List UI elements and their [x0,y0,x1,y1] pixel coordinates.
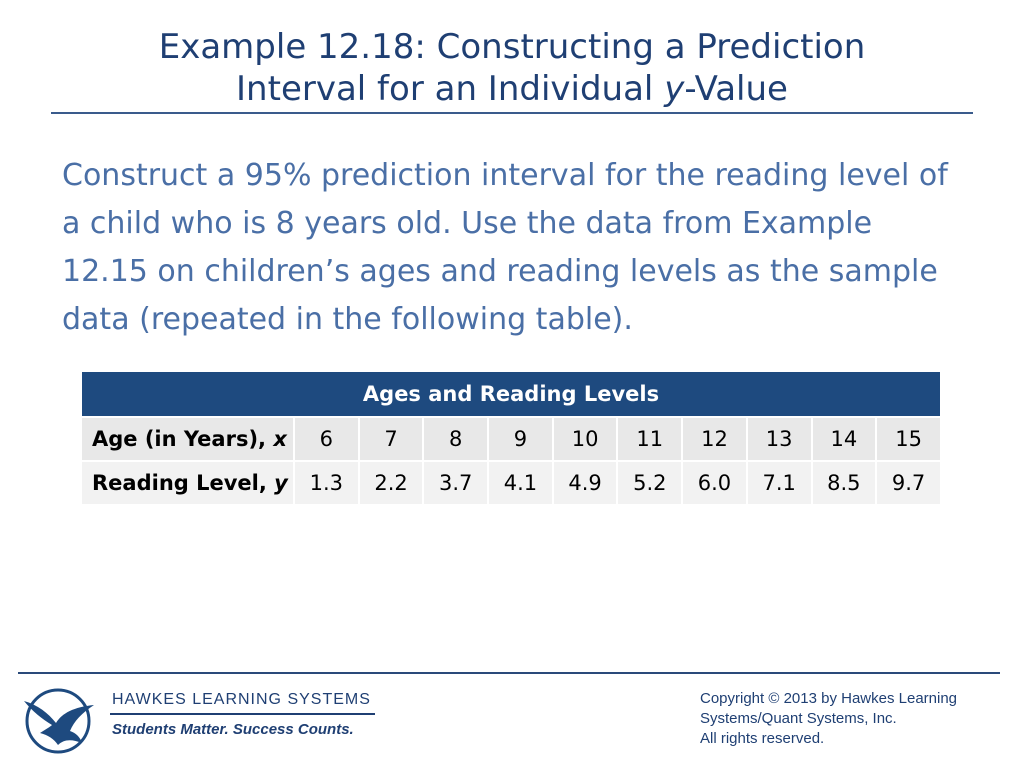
table-cell: 3.7 [423,461,488,505]
brand-tagline: Students Matter. Success Counts. [112,721,354,738]
row-label-text: Reading Level, [92,471,275,495]
table-cell: 11 [617,417,682,461]
title-divider [51,112,973,114]
title-line-2 [0,68,1024,110]
table-cell: 9 [488,417,553,461]
table-cell: 4.9 [553,461,618,505]
table-cell: 5.2 [617,461,682,505]
table-cell: 13 [747,417,812,461]
table-row [81,417,941,461]
table-row [81,461,941,505]
table-cell: 6 [294,417,359,461]
copyright-notice [700,689,1010,749]
slide-title [0,26,1024,110]
row-label-reading [81,461,294,505]
table-caption: Ages and Reading Levels [81,371,941,417]
row-label-text: Age (in Years), [92,427,274,451]
table-cell: 1.3 [294,461,359,505]
hawk-logo-icon [18,683,100,755]
table-cell: 6.0 [682,461,747,505]
brand-name: HAWKES LEARNING SYSTEMS [112,691,371,708]
table-caption-row [81,371,941,417]
title-line-1: Example 12.18: Constructing a Prediction [158,27,866,67]
title-line-2-suffix: -Value [684,69,788,109]
row-label-variable: x [273,427,287,451]
data-table [80,370,942,506]
title-line-2-prefix: Interval for an Individual [236,69,665,109]
table-cell: 4.1 [488,461,553,505]
table-cell: 10 [553,417,618,461]
table-cell: 9.7 [876,461,941,505]
row-label-age [81,417,294,461]
table-cell: 8 [423,417,488,461]
copyright-line-1: Copyright © 2013 by Hawkes Learning [700,690,958,707]
title-variable: y [664,69,685,109]
footer-divider [18,672,1000,674]
brand-underline [110,713,375,715]
table-cell: 8.5 [812,461,877,505]
table-cell: 12 [682,417,747,461]
problem-statement: Construct a 95% prediction interval for the reading level of a child who is 8 years old. Use the data from Example 12.15 on children’s ages and reading levels as the sample data (repeated in the following table). [62,158,948,337]
table-cell: 15 [876,417,941,461]
table-cell: 2.2 [359,461,424,505]
table-cell: 7.1 [747,461,812,505]
copyright-line-3: All rights reserved. [700,730,825,747]
table-cell: 14 [812,417,877,461]
row-label-variable: y [274,471,288,495]
copyright-line-2: Systems/Quant Systems, Inc. [700,710,897,727]
table-cell: 7 [359,417,424,461]
